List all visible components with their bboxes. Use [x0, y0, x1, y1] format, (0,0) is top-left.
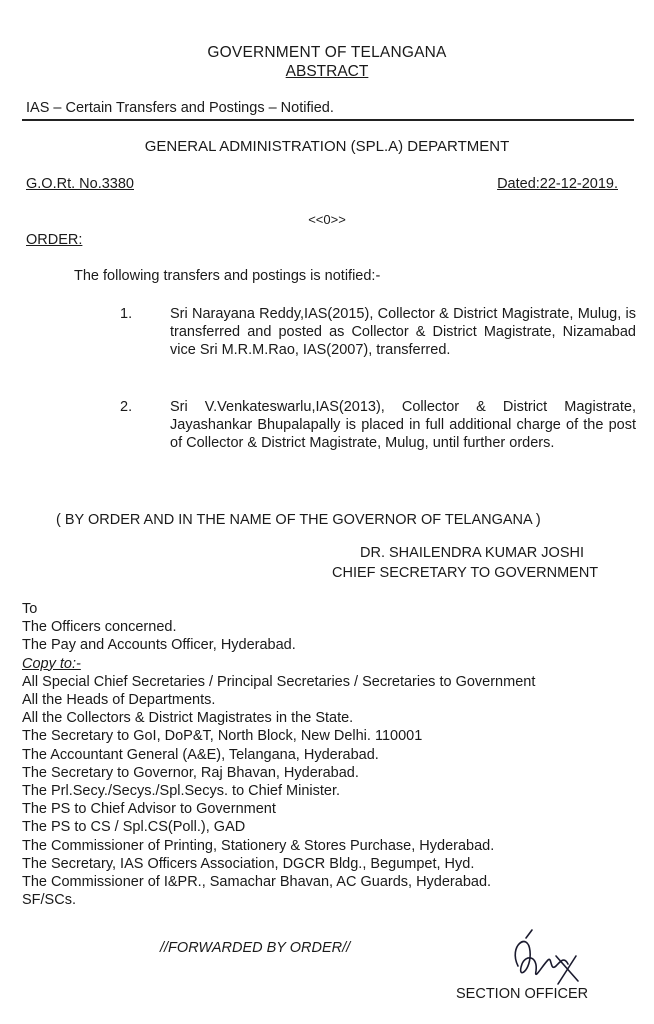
- order-item-number: 1.: [120, 306, 133, 322]
- signatory-name: DR. SHAILENDRA KUMAR JOSHI: [360, 545, 584, 561]
- list-item: The Secretary, IAS Officers Association, DGCR Bldg., Begumpet, Hyd.: [22, 855, 475, 872]
- list-item: The Secretary to Governor, Raj Bhavan, Hyderabad.: [22, 764, 359, 781]
- distribution-list: [22, 600, 642, 909]
- list-item: The PS to Chief Advisor to Government: [22, 801, 276, 818]
- order-item: [120, 398, 640, 478]
- copy-to-label: [22, 655, 642, 673]
- list-item: All the Collectors & District Magistrates in the State.: [22, 710, 354, 727]
- forwarded-line: //FORWARDED BY ORDER//: [160, 940, 351, 956]
- list-item: All the Heads of Departments.: [22, 692, 216, 709]
- section-officer-label: SECTION OFFICER: [456, 986, 589, 1002]
- section-separator: <<0>>: [308, 212, 346, 227]
- order-item-number: 2.: [120, 399, 133, 415]
- order-label: ORDER:: [26, 232, 83, 248]
- department-heading: GENERAL ADMINISTRATION (SPL.A) DEPARTMENT: [144, 138, 510, 155]
- list-item: The Officers concerned.: [22, 619, 177, 636]
- list-item: The Prl.Secy./Secys./Spl.Secys. to Chief Minister.: [22, 783, 341, 800]
- order-item-text: Sri V.Venkateswarlu,IAS(2013), Collector & District Magistrate, Jayashankar Bhupalapally is placed in full additional charge of the post of Collector & District Magistrate, Mulug, until further orders.: [170, 399, 636, 451]
- list-item: The Commissioner of I&PR., Samachar Bhavan, AC Guards, Hyderabad.: [22, 874, 492, 891]
- order-item-text: Sri Narayana Reddy,IAS(2015), Collector & District Magistrate, Mulug, is transferred and posted as Collector & District Magistrate, Nizamabad vice Sri M.R.M.Rao, IAS(2007), transferred.: [170, 306, 636, 358]
- government-heading: GOVERNMENT OF TELANGANA: [207, 44, 447, 61]
- list-item: The Accountant General (A&E), Telangana, Hyderabad.: [22, 746, 379, 763]
- list-item: The Commissioner of Printing, Stationery & Stores Purchase, Hyderabad.: [22, 837, 495, 854]
- list-item: All Special Chief Secretaries / Principal Secretaries / Secretaries to Government: [22, 673, 536, 690]
- order-date: Dated:22-12-2019.: [497, 176, 618, 192]
- by-order-line: ( BY ORDER AND IN THE NAME OF THE GOVERNOR OF TELANGANA ): [56, 512, 541, 528]
- list-item: SF/SCs.: [22, 892, 76, 909]
- abstract-heading: [0, 63, 654, 81]
- to-label: To: [22, 601, 38, 617]
- abstract-label: ABSTRACT: [285, 63, 369, 80]
- subject-line: IAS – Certain Transfers and Postings – Notified.: [26, 100, 334, 116]
- signatory-title: CHIEF SECRETARY TO GOVERNMENT: [332, 565, 599, 581]
- order-item: [120, 305, 640, 385]
- list-item: The Pay and Accounts Officer, Hyderabad.: [22, 637, 296, 654]
- list-item: The PS to CS / Spl.CS(Poll.), GAD: [22, 819, 246, 836]
- intro-text: The following transfers and postings is notified:-: [74, 268, 381, 284]
- subject-divider: [22, 119, 634, 121]
- list-item: The Secretary to GoI, DoP&T, North Block, New Delhi. 110001: [22, 728, 423, 745]
- copy-to-text: Copy to:-: [22, 655, 81, 672]
- go-number: G.O.Rt. No.3380: [26, 176, 134, 192]
